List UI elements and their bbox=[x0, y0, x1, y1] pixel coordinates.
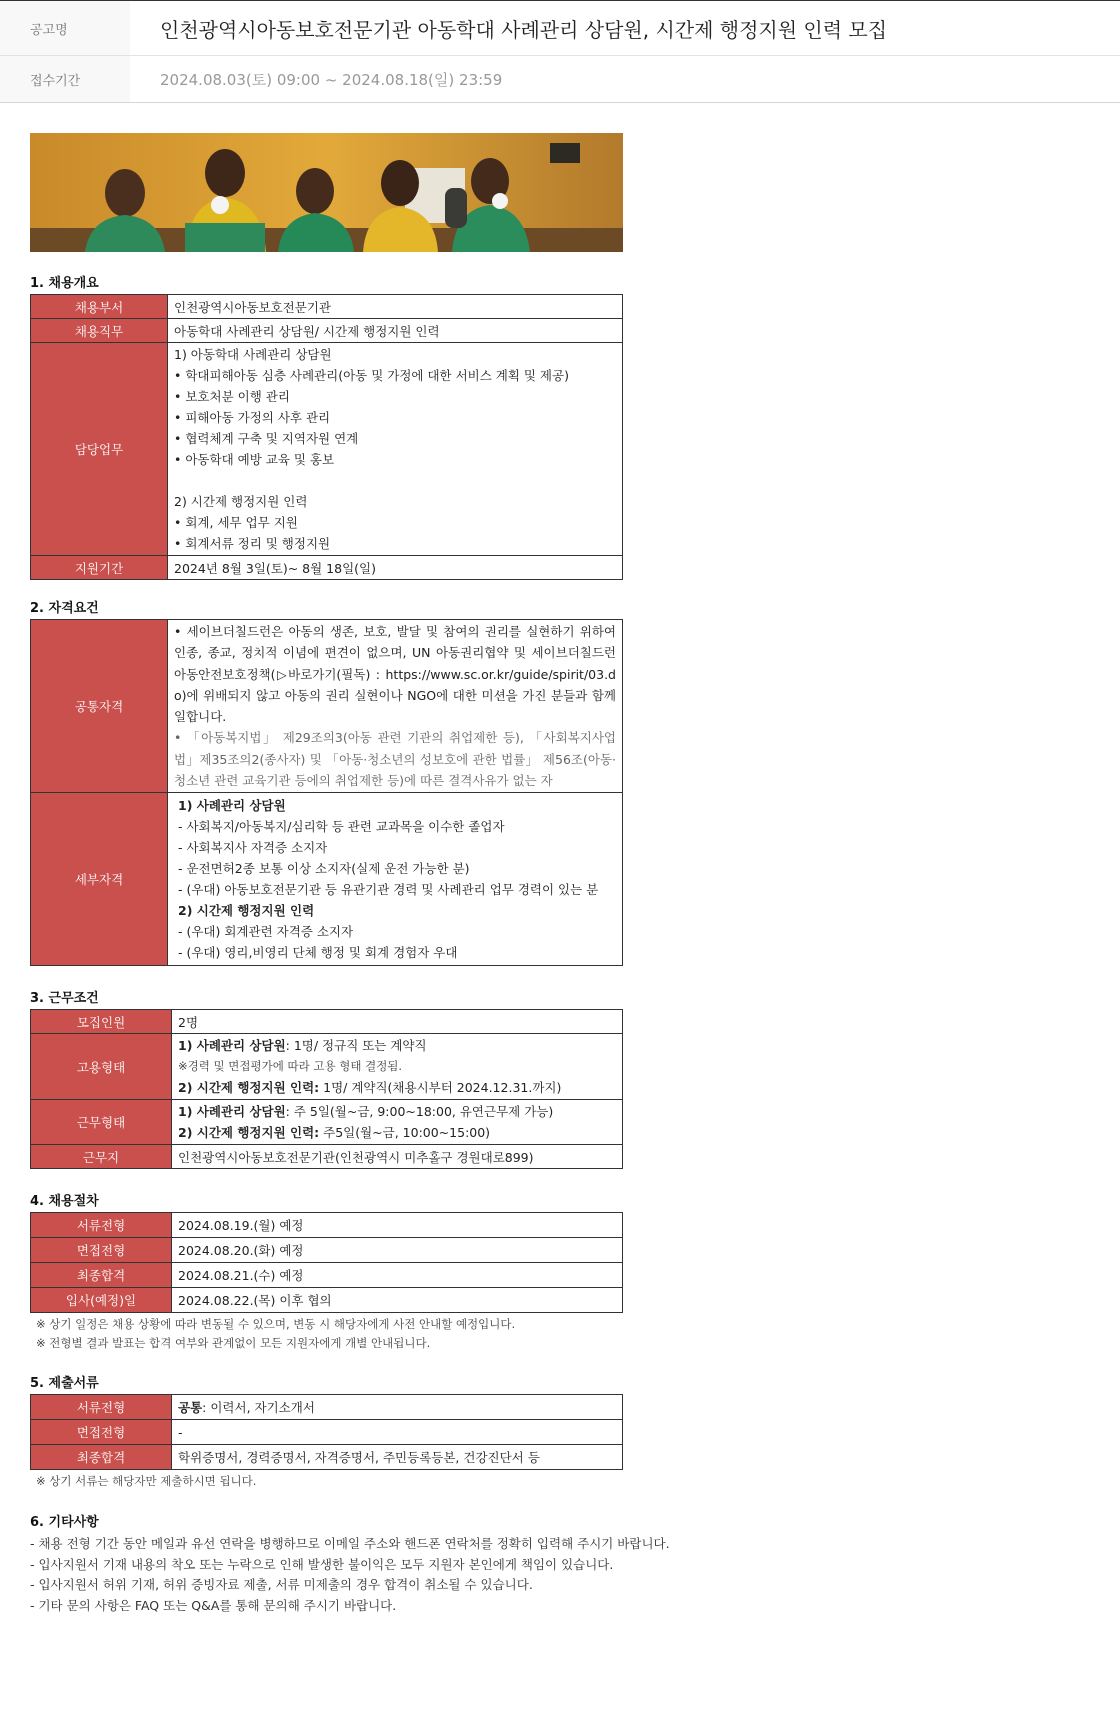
cell-label: 입사(예정)일 bbox=[31, 1288, 172, 1313]
cell-value: 인천광역시아동보호전문기관(인천광역시 미추홀구 경원대로899) bbox=[172, 1145, 623, 1169]
list-item: 2) 시간제 행정지원 인력 bbox=[174, 494, 308, 509]
page-title: 인천광역시아동보호전문기관 아동학대 사례관리 상담원, 시간제 행정지원 인력 모집 bbox=[160, 17, 888, 42]
cell-label: 모집인원 bbox=[31, 1010, 172, 1034]
list-item: - 사회복지사 자격증 소지자 bbox=[178, 840, 328, 855]
bold-label: 2) 시간제 행정지원 인력: bbox=[178, 1080, 320, 1095]
cell-value: 인천광역시아동보호전문기관 bbox=[168, 295, 623, 319]
note: ※ 전형별 결과 발표는 합격 여부와 관계없이 모든 지원자에게 개별 안내됩니다. bbox=[36, 1336, 431, 1350]
employment-type bbox=[172, 1034, 623, 1100]
etc-list bbox=[30, 1534, 1110, 1616]
detail-subtitle: 1) 사례관리 상담원 bbox=[178, 798, 286, 813]
cell-label: 근무지 bbox=[31, 1145, 172, 1169]
list-item: • 협력체계 구축 및 지역자원 연계 bbox=[174, 431, 359, 446]
cell-label: 면접전형 bbox=[31, 1420, 172, 1445]
list-item: 1) 아동학대 사례관리 상담원 bbox=[174, 347, 332, 362]
section-heading-overview: 1. 채용개요 bbox=[30, 276, 99, 291]
detail-qualification bbox=[168, 793, 623, 966]
text: : 주 5일(월~금, 9:00~18:00, 유연근무제 가능) bbox=[285, 1104, 554, 1119]
cell-label: 최종합격 bbox=[31, 1263, 172, 1288]
bold-label: 공통 bbox=[178, 1400, 203, 1415]
conditions-table bbox=[30, 1009, 623, 1169]
cell-value: 학위증명서, 경력증명서, 자격증명서, 주민등록등본, 건강진단서 등 bbox=[172, 1445, 623, 1470]
period-row bbox=[0, 56, 1120, 103]
list-item: - (우대) 영리,비영리 단체 행정 및 회계 경험자 우대 bbox=[178, 945, 458, 960]
title-label: 공고명 bbox=[0, 1, 130, 55]
cell-label: 담당업무 bbox=[31, 343, 168, 556]
documents-note: ※ 상기 서류는 해당자만 제출하시면 됩니다. bbox=[36, 1474, 257, 1488]
cell-label: 고용형태 bbox=[31, 1034, 172, 1100]
work-type bbox=[172, 1100, 623, 1145]
cell-label: 공통자격 bbox=[31, 620, 168, 793]
text: 주5일(월~금, 10:00~15:00) bbox=[319, 1125, 491, 1140]
list-item: - (우대) 아동보호전문기관 등 유관기관 경력 및 사례관리 업무 경력이 있는 분 bbox=[178, 882, 599, 897]
cell-label: 면접전형 bbox=[31, 1238, 172, 1263]
cell-label: 서류전형 bbox=[31, 1395, 172, 1420]
bold-label: 1) 사례관리 상담원 bbox=[178, 1104, 286, 1119]
note: ※ 상기 일정은 채용 상황에 따라 변동될 수 있으며, 변동 시 해당자에게 사전 안내할 예정입니다. bbox=[36, 1317, 516, 1331]
section-heading-conditions: 3. 근무조건 bbox=[30, 991, 99, 1006]
documents-table bbox=[30, 1394, 623, 1470]
cell-value bbox=[172, 1395, 623, 1420]
common-paragraph: • 「아동복지법」 제29조의3(아동 관련 기관의 취업제한 등), 「사회복지사업법」제35조의2(종사자) 및 「아동·청소년의 성보호에 관한 법률」 제56조(아동·청소년 관련 교육기관 등에의 취업제한 등)에 따른 결격사유가 없는 자 bbox=[174, 730, 616, 789]
text: : 이력서, 자기소개서 bbox=[202, 1400, 315, 1415]
cell-value: 2024년 8월 3일(토)~ 8월 18일(일) bbox=[168, 556, 623, 580]
list-item: - 사회복지/아동복지/심리학 등 관련 교과목을 이수한 졸업자 bbox=[178, 819, 505, 834]
spacer bbox=[174, 470, 616, 491]
cell-value: 2024.08.21.(수) 예정 bbox=[172, 1263, 623, 1288]
list-item: - (우대) 회계관련 자격증 소지자 bbox=[178, 924, 354, 939]
cell-value: 2명 bbox=[172, 1010, 623, 1034]
cell-value: 2024.08.19.(월) 예정 bbox=[172, 1213, 623, 1238]
cell-label: 최종합격 bbox=[31, 1445, 172, 1470]
qualifications-table bbox=[30, 619, 623, 966]
list-item: - 채용 전형 기간 동안 메일과 유선 연락을 병행하므로 이메일 주소와 핸드폰 연락처를 정확히 입력해 주시기 바랍니다. bbox=[30, 1536, 670, 1551]
section-heading-documents: 5. 제출서류 bbox=[30, 1376, 99, 1391]
bold-label: 2) 시간제 행정지원 인력: bbox=[178, 1125, 320, 1140]
text: : 1명/ 정규직 또는 계약직 bbox=[285, 1038, 427, 1053]
cell-label: 세부자격 bbox=[31, 793, 168, 966]
list-item: • 학대피해아동 심층 사례관리(아동 및 가정에 대한 서비스 계획 및 제공) bbox=[174, 368, 569, 383]
list-item: • 회계서류 정리 및 행정지원 bbox=[174, 536, 331, 551]
section-heading-etc: 6. 기타사항 bbox=[30, 1515, 99, 1530]
period-label: 접수기간 bbox=[0, 56, 130, 102]
text: 1명/ 계약직(채용시부터 2024.12.31.까지) bbox=[319, 1080, 562, 1095]
cell-label: 지원기간 bbox=[31, 556, 168, 580]
cell-value: 2024.08.22.(목) 이후 협의 bbox=[172, 1288, 623, 1313]
cell-label: 근무형태 bbox=[31, 1100, 172, 1145]
list-item: • 회계, 세무 업무 지원 bbox=[174, 515, 298, 530]
detail-subtitle: 2) 시간제 행정지원 인력 bbox=[178, 903, 315, 918]
list-item: • 피해아동 가정의 사후 관리 bbox=[174, 410, 331, 425]
common-paragraph: • 세이브더칠드런은 아동의 생존, 보호, 발달 및 참여의 권리를 실현하기 위하여 인종, 종교, 정치적 이념에 편견이 없으며, UN 아동권리협약 및 세이브더칠드런 아동안전보호정책(▷바로가기(필독) : https://www.sc.or.kr/guide/spirit/03.do)에 위배되지 않고 아동의 권리 실현이나 NGO에 대한 미션을 가진 분들과 함께 일합니다. bbox=[174, 624, 616, 725]
duty-list bbox=[168, 343, 623, 556]
list-item: - 기타 문의 사항은 FAQ 또는 Q&A를 통해 문의해 주시기 바랍니다. bbox=[30, 1597, 397, 1613]
list-item: • 아동학대 예방 교육 및 홍보 bbox=[174, 452, 335, 467]
section-heading-qualifications: 2. 자격요건 bbox=[30, 601, 99, 616]
list-item: • 보호처분 이행 관리 bbox=[174, 389, 290, 404]
cell-label: 채용부서 bbox=[31, 295, 168, 319]
section-heading-process: 4. 채용절차 bbox=[30, 1194, 99, 1209]
posting-body bbox=[30, 133, 1110, 1616]
common-qualification bbox=[168, 620, 623, 793]
cell-value: - bbox=[172, 1420, 623, 1445]
bold-label: 1) 사례관리 상담원 bbox=[178, 1038, 286, 1053]
application-period: 2024.08.03(토) 09:00 ~ 2024.08.18(일) 23:59 bbox=[160, 70, 503, 89]
process-table bbox=[30, 1212, 623, 1313]
banner-image bbox=[30, 133, 623, 252]
cell-label: 서류전형 bbox=[31, 1213, 172, 1238]
title-row bbox=[0, 1, 1120, 56]
note: ※경력 및 면접평가에 따라 고용 형태 결정됨. bbox=[178, 1059, 403, 1073]
cell-label: 채용직무 bbox=[31, 319, 168, 343]
cell-value: 2024.08.20.(화) 예정 bbox=[172, 1238, 623, 1263]
list-item: - 운전면허2종 보통 이상 소지자(실제 운전 가능한 분) bbox=[178, 861, 470, 876]
list-item: - 입사지원서 허위 기재, 허위 증빙자료 제출, 서류 미제출의 경우 합격이 취소될 수 있습니다. bbox=[30, 1577, 533, 1592]
overview-table bbox=[30, 294, 623, 580]
list-item: - 입사지원서 기재 내용의 착오 또는 누락으로 인해 발생한 불이익은 모두 지원자 본인에게 책임이 있습니다. bbox=[30, 1556, 614, 1572]
cell-value: 아동학대 사례관리 상담원/ 시간제 행정지원 인력 bbox=[168, 319, 623, 343]
process-notes bbox=[36, 1315, 1110, 1353]
